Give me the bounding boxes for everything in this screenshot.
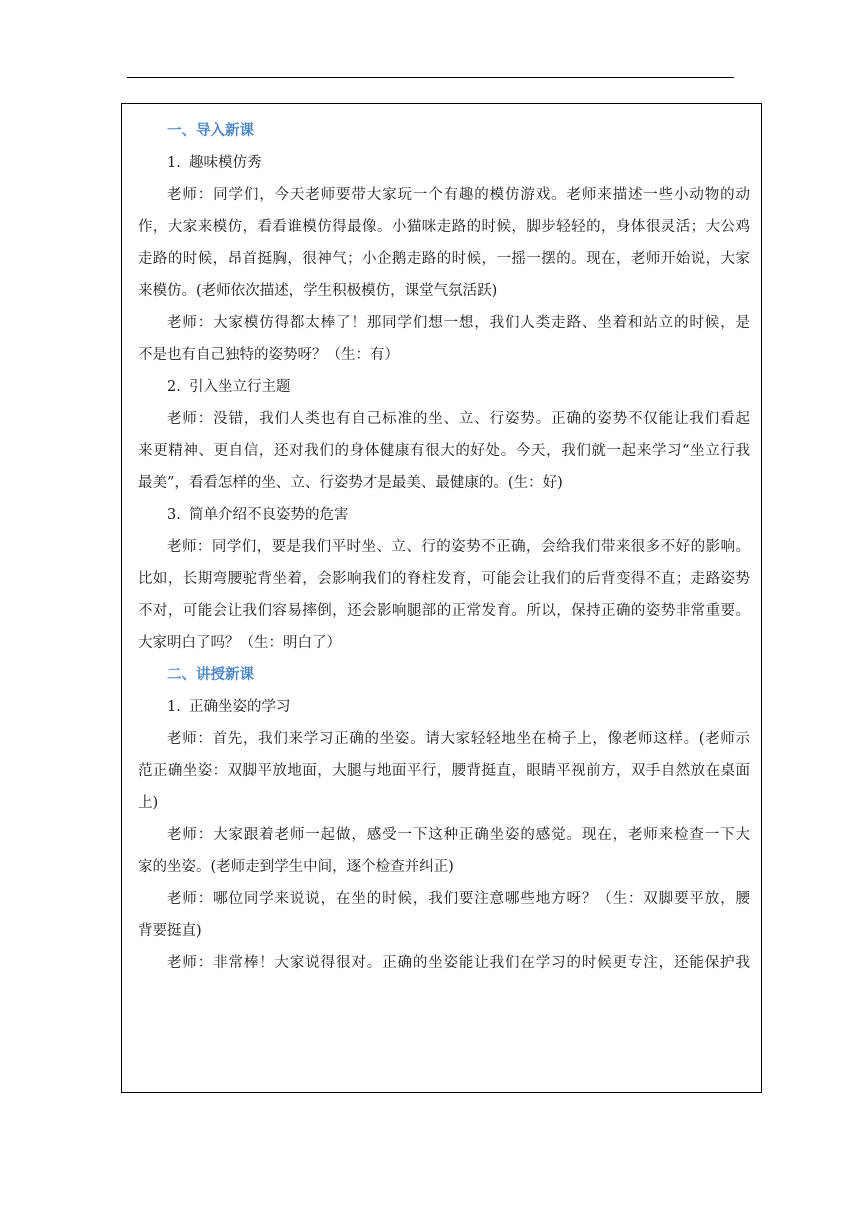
item-title: 趣味模仿秀 <box>189 155 262 171</box>
paragraph-line: 老师：哪位同学来说说，在坐的时候，我们要注意哪些地方呀？（生：双脚要平放，腰 <box>167 891 750 907</box>
paragraph-line: 老师：同学们，今天老师要带大家玩一个有趣的模仿游戏。老师来描述一些小动物的动 <box>167 187 750 203</box>
item-title: 简单介绍不良姿势的危害 <box>189 507 349 523</box>
lesson-content <box>138 115 750 979</box>
paragraph-line: 老师：没错，我们人类也有自己标准的坐、立、行姿势。正确的姿势不仅能让我们看起 <box>167 411 750 427</box>
paragraph-line: 上) <box>138 795 159 811</box>
item-number: 3. <box>167 507 181 523</box>
paragraph-line: 家的坐姿。(老师走到学生中间，逐个检查并纠正) <box>138 859 454 875</box>
list-item <box>138 691 750 723</box>
paragraph-line: 大家明白了吗？（生：明白了） <box>138 635 341 651</box>
item-number: 2. <box>167 379 181 395</box>
lesson-plan-table-cell <box>121 103 762 1093</box>
paragraph-line: 走路的时候，昂首挺胸，很神气；小企鹅走路的时候，一摇一摆的。现在，老师开始说，大家 <box>138 251 750 267</box>
paragraph-line: 老师：大家模仿得都太棒了！那同学们想一想，我们人类走路、坐着和站立的时候，是 <box>167 315 750 331</box>
list-item <box>138 371 750 403</box>
paragraph-line: 不对，可能会让我们容易摔倒，还会影响腿部的正常发育。所以，保持正确的姿势非常重要。 <box>138 603 750 619</box>
paragraph-line: 老师：非常棒！大家说得很对。正确的坐姿能让我们在学习的时候更专注，还能保护我 <box>167 955 750 971</box>
paragraph-line: 来更精神、更自信，还对我们的身体健康有很大的好处。今天，我们就一起来学习“坐立行我 <box>138 443 750 459</box>
section-heading: 一、导入新课 <box>167 122 254 139</box>
section-heading: 二、讲授新课 <box>167 666 254 683</box>
item-number: 1. <box>167 155 181 171</box>
header-rule <box>127 77 734 78</box>
list-item <box>138 147 750 179</box>
paragraph-line: 背要挺直) <box>138 923 202 939</box>
item-title: 正确坐姿的学习 <box>189 699 291 715</box>
paragraph-line: 老师：大家跟着老师一起做，感受一下这种正确坐姿的感觉。现在，老师来检查一下大 <box>167 827 750 843</box>
paragraph-line: 最美”，看看怎样的坐、立、行姿势才是最美、最健康的。(生：好) <box>138 475 563 491</box>
item-title: 引入坐立行主题 <box>189 379 291 395</box>
paragraph-line: 不是也有自己独特的姿势呀？（生：有） <box>138 347 399 363</box>
paragraph-line: 范正确坐姿：双脚平放地面，大腿与地面平行，腰背挺直，眼睛平视前方，双手自然放在桌面 <box>138 763 750 779</box>
paragraph-line: 比如，长期弯腰驼背坐着，会影响我们的脊柱发育，可能会让我们的后背变得不直；走路姿势 <box>138 571 750 587</box>
paragraph-line: 作，大家来模仿，看看谁模仿得最像。小猫咪走路的时候，脚步轻轻的，身体很灵活；大公鸡 <box>138 219 750 235</box>
list-item <box>138 499 750 531</box>
paragraph-line: 老师：首先，我们来学习正确的坐姿。请大家轻轻地坐在椅子上，像老师这样。(老师示 <box>167 731 750 747</box>
paragraph-line: 老师：同学们，要是我们平时坐、立、行的姿势不正确，会给我们带来很多不好的影响。 <box>167 539 750 555</box>
paragraph-line: 来模仿。(老师依次描述，学生积极模仿，课堂气氛活跃) <box>138 283 498 299</box>
item-number: 1. <box>167 699 181 715</box>
